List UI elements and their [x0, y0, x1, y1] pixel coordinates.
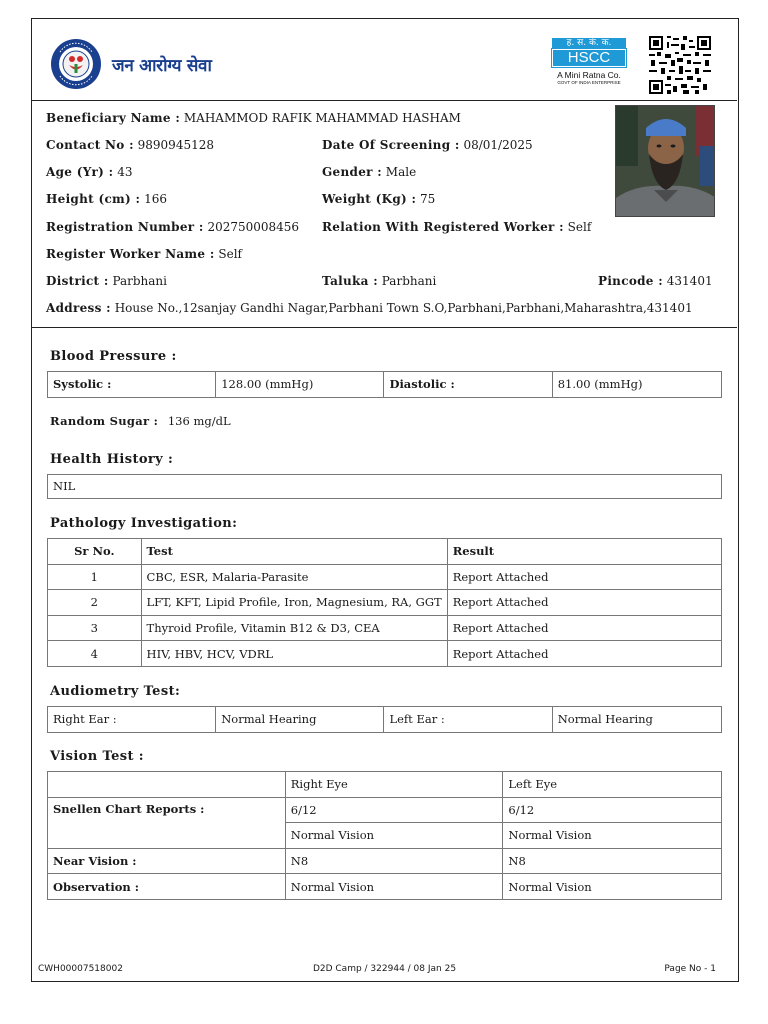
footer-page-number: Page No - 1 — [664, 964, 716, 974]
registration-row: Registration Number : 202750008456 — [46, 220, 300, 234]
contact-row: Contact No : 9890945128 — [46, 138, 214, 152]
health-history-title: Health History : — [50, 452, 174, 467]
contact-number: 9890945128 — [137, 138, 214, 152]
table-row — [48, 590, 722, 616]
pathology-header-sr: Sr No. — [48, 539, 142, 565]
logo-text: जन आरोग्य सेवा — [112, 55, 212, 76]
random-sugar-label: Random Sugar : — [50, 414, 159, 428]
near-vision-left: N8 — [503, 848, 722, 874]
pathology-result: Report Attached — [447, 641, 721, 667]
pathology-title: Pathology Investigation: — [50, 516, 238, 531]
screening-date: 08/01/2025 — [463, 138, 533, 152]
pathology-test: CBC, ESR, Malaria-Parasite — [141, 564, 447, 590]
random-sugar-row — [50, 414, 231, 428]
random-sugar-value: 136 mg/dL — [167, 414, 231, 428]
hscc-govt: GOVT OF INDIA ENTERPRISE — [557, 80, 621, 85]
pathology-sr: 2 — [48, 590, 142, 616]
registration-number: 202750008456 — [207, 220, 300, 234]
district-value: Parbhani — [112, 274, 167, 288]
pathology-sr: 4 — [48, 641, 142, 667]
pathology-header-result: Result — [447, 539, 721, 565]
hscc-tagline: A Mini Ratna Co. — [557, 70, 621, 80]
snellen-right: 6/12 — [285, 797, 503, 823]
right-ear-label: Right Ear : — [48, 707, 216, 733]
snellen-label: Snellen Chart Reports : — [48, 797, 286, 848]
table-row — [48, 564, 722, 590]
hscc-logo — [552, 38, 626, 88]
table-row — [48, 641, 722, 667]
vision-table — [47, 771, 722, 900]
health-history-value: NIL — [47, 474, 722, 499]
pathology-sr: 3 — [48, 615, 142, 641]
diastolic-value: 81.00 (mmHg) — [552, 372, 721, 398]
worker-name: Self — [218, 247, 242, 261]
audiometry-row — [48, 707, 722, 733]
report-header — [32, 19, 737, 101]
person-photo-icon — [616, 106, 715, 217]
diastolic-label: Diastolic : — [384, 372, 552, 398]
report-frame — [31, 18, 739, 982]
left-ear-value: Normal Hearing — [552, 707, 721, 733]
beneficiary-info — [32, 101, 737, 328]
qr-code-icon — [649, 36, 711, 94]
taluka-value: Parbhani — [381, 274, 437, 288]
observation-row — [48, 874, 722, 900]
relation-value: Self — [567, 220, 592, 234]
observation-label: Observation : — [48, 874, 286, 900]
pincode-row: Pincode : 431401 — [598, 274, 713, 288]
screening-date-row: Date Of Screening : 08/01/2025 — [322, 138, 533, 152]
bp-row — [48, 372, 722, 398]
observation-left: Normal Vision — [503, 874, 722, 900]
jan-arogya-logo — [50, 38, 212, 90]
footer-camp: D2D Camp / 322944 / 08 Jan 25 — [312, 964, 457, 974]
height-row: Height (cm) : 166 — [46, 192, 167, 206]
vision-header-left-eye: Left Eye — [503, 772, 722, 798]
vision-header-blank — [48, 772, 286, 798]
vision-header-row — [48, 772, 722, 798]
worker-name-row: Register Worker Name : Self — [46, 247, 242, 261]
near-vision-right: N8 — [285, 848, 503, 874]
vision-header-right-eye: Right Eye — [285, 772, 503, 798]
audiometry-title: Audiometry Test: — [50, 684, 181, 699]
hscc-hindi: ह. स. कं. क. — [552, 38, 626, 49]
pathology-test: LFT, KFT, Lipid Profile, Iron, Magnesium, RA, GGT — [141, 590, 447, 616]
pathology-test: Thyroid Profile, Vitamin B12 & D3, CEA — [141, 615, 447, 641]
pathology-test: HIV, HBV, HCV, VDRL — [141, 641, 447, 667]
age-value: 43 — [117, 165, 133, 179]
beneficiary-name-row: Beneficiary Name : MAHAMMOD RAFIK MAHAMMAD HASHAM — [46, 111, 461, 125]
vision-title: Vision Test : — [50, 749, 145, 764]
jan-arogya-emblem-icon — [50, 38, 102, 90]
beneficiary-name: MAHAMMOD RAFIK MAHAMMAD HASHAM — [183, 111, 461, 125]
snellen-row — [48, 797, 722, 823]
snellen-left-note: Normal Vision — [503, 823, 722, 849]
left-ear-label: Left Ear : — [384, 707, 552, 733]
height-value: 166 — [144, 192, 167, 206]
blood-pressure-title: Blood Pressure : — [50, 349, 177, 364]
hscc-name: HSCC — [552, 49, 626, 67]
address-value: House No.,12sanjay Gandhi Nagar,Parbhani Town S.O,Parbhani,Parbhani,Maharashtra,431401 — [114, 301, 693, 315]
pathology-sr: 1 — [48, 564, 142, 590]
systolic-label: Systolic : — [48, 372, 216, 398]
address-row: Address : House No.,12sanjay Gandhi Nagar,Parbhani Town S.O,Parbhani,Parbhani,Maharashtra,431401 — [46, 301, 693, 315]
snellen-right-note: Normal Vision — [285, 823, 503, 849]
gender-value: Male — [385, 165, 417, 179]
relation-row: Relation With Registered Worker : Self — [322, 220, 592, 234]
audiometry-table — [47, 706, 722, 733]
near-vision-row — [48, 848, 722, 874]
pincode-value: 431401 — [666, 274, 713, 288]
pathology-result: Report Attached — [447, 590, 721, 616]
snellen-left: 6/12 — [503, 797, 722, 823]
pathology-table — [47, 538, 722, 667]
age-row: Age (Yr) : 43 — [46, 165, 133, 179]
gender-row: Gender : Male — [322, 165, 417, 179]
taluka-row: Taluka : Parbhani — [322, 274, 437, 288]
beneficiary-photo — [615, 105, 715, 217]
pathology-header-test: Test — [141, 539, 447, 565]
district-row: District : Parbhani — [46, 274, 167, 288]
near-vision-label: Near Vision : — [48, 848, 286, 874]
weight-row: Weight (Kg) : 75 — [322, 192, 436, 206]
footer-id: CWH00007518002 — [38, 964, 123, 974]
pathology-result: Report Attached — [447, 615, 721, 641]
weight-value: 75 — [420, 192, 436, 206]
pathology-header-row — [48, 539, 722, 565]
observation-right: Normal Vision — [285, 874, 503, 900]
pathology-result: Report Attached — [447, 564, 721, 590]
systolic-value: 128.00 (mmHg) — [216, 372, 384, 398]
blood-pressure-table — [47, 371, 722, 398]
table-row — [48, 615, 722, 641]
right-ear-value: Normal Hearing — [216, 707, 384, 733]
